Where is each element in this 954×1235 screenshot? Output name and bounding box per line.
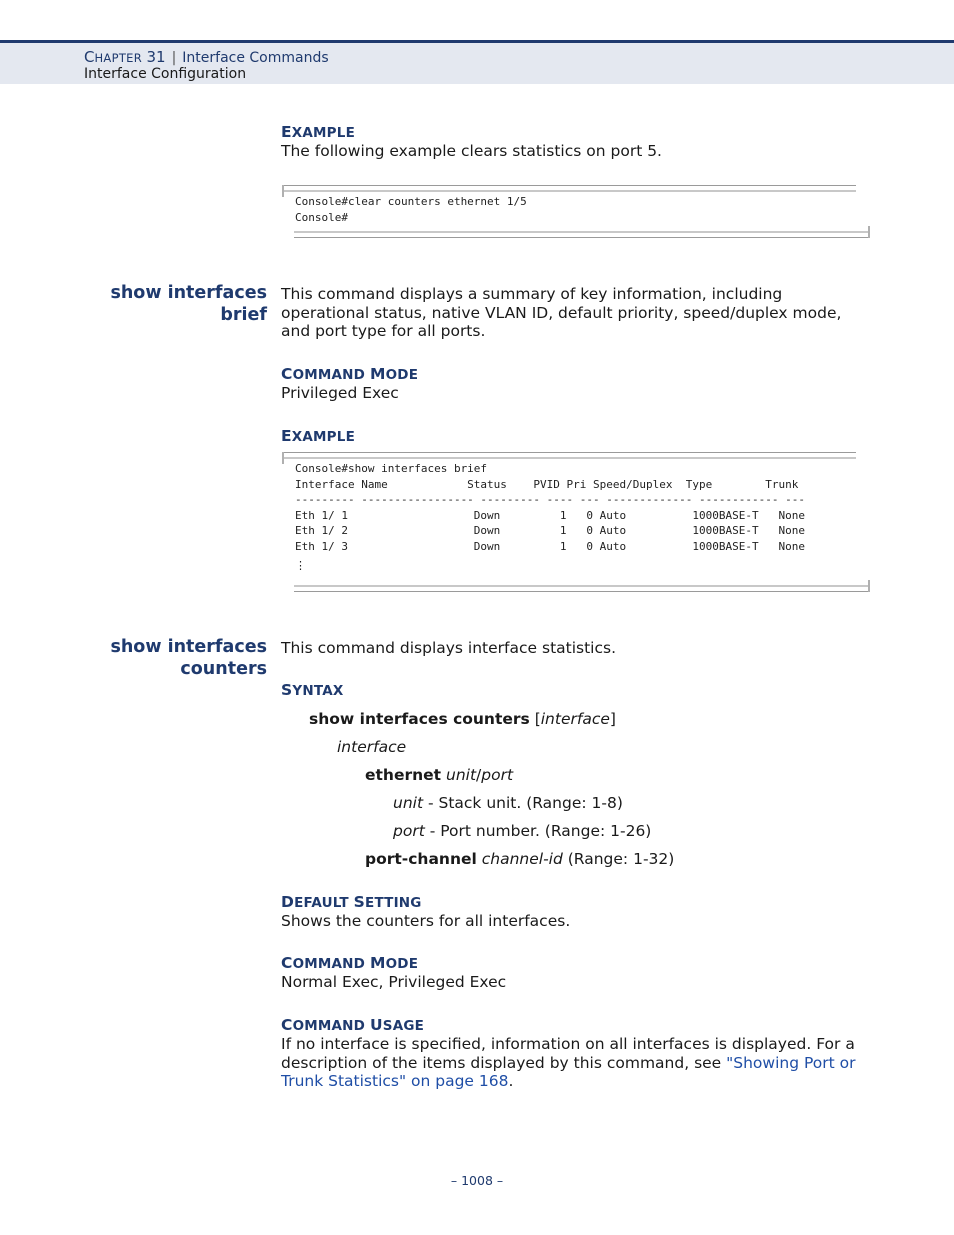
code-line: Interface Name Status PVID Pri Speed/Duplex Type Trunk <box>295 477 799 491</box>
code-block-clear-counters <box>282 185 870 238</box>
syntax-line: show interfaces counters [interface] <box>309 710 616 728</box>
param-ethernet: ethernet unit/port <box>365 766 514 784</box>
code-block-show-brief <box>282 452 870 592</box>
code-line: Console#show interfaces brief <box>295 462 488 475</box>
brief-description: This command displays a summary of key information, including operational status, native VLAN ID, default priority, speed/duplex mode, and port type for all ports. <box>281 285 842 340</box>
cross-reference-link[interactable]: Trunk Statistics" on page 168 <box>281 1072 509 1090</box>
command-mode-value: Normal Exec, Privileged Exec <box>281 973 507 991</box>
chapter-title: Interface Commands <box>182 50 329 66</box>
example-heading: EXAMPLE <box>281 427 356 445</box>
example-intro: The following example clears statistics on port 5. <box>281 142 662 160</box>
syntax-heading: SYNTAX <box>281 681 344 699</box>
command-usage-text: If no interface is specified, information on all interfaces is displayed. For a description of the items displayed by this command, see "Showing Port or Trunk Statistics" on page 168. <box>281 1035 856 1090</box>
param-interface: interface <box>337 738 407 756</box>
command-mode-heading: COMMAND MODE <box>281 365 419 383</box>
command-mode-heading: COMMAND MODE <box>281 954 419 972</box>
code-line: Eth 1/ 1 Down 1 0 Auto 1000BASE-T None <box>295 508 805 522</box>
cross-reference-link[interactable]: "Showing Port or <box>726 1053 856 1072</box>
page-number: – 1008 – <box>450 1173 504 1188</box>
counters-description: This command displays interface statistics. <box>281 639 617 657</box>
chapter-label: CHAPTER 31 | Interface Commands <box>84 48 329 66</box>
param-port: port - Port number. (Range: 1-26) <box>393 822 652 840</box>
code-line: Eth 1/ 2 Down 1 0 Auto 1000BASE-T None <box>295 524 805 538</box>
section-title: Interface Configuration <box>84 66 247 82</box>
running-header <box>0 40 954 84</box>
example-heading: EXAMPLE <box>281 123 356 141</box>
code-line: --------- ----------------- --------- ---- --- ------------- ------------ --- <box>295 493 805 507</box>
default-setting-value: Shows the counters for all interfaces. <box>281 912 571 930</box>
code-line: Console# <box>295 210 348 224</box>
command-mode-value: Privileged Exec <box>281 384 399 402</box>
command-title-counters: show interfaces counters <box>110 637 267 679</box>
code-ellipsis: ⋮ <box>295 559 306 572</box>
param-port-channel: port-channel channel-id (Range: 1-32) <box>365 850 675 868</box>
param-unit: unit - Stack unit. (Range: 1-8) <box>393 794 623 812</box>
default-setting-heading: DEFAULT SETTING <box>281 893 422 911</box>
command-title-brief: show interfaces brief <box>110 283 267 325</box>
header-separator: | <box>171 50 177 66</box>
command-usage-heading: COMMAND USAGE <box>281 1016 425 1034</box>
code-line: Eth 1/ 3 Down 1 0 Auto 1000BASE-T None <box>295 540 805 553</box>
code-line: Console#clear counters ethernet 1/5 <box>295 195 527 208</box>
